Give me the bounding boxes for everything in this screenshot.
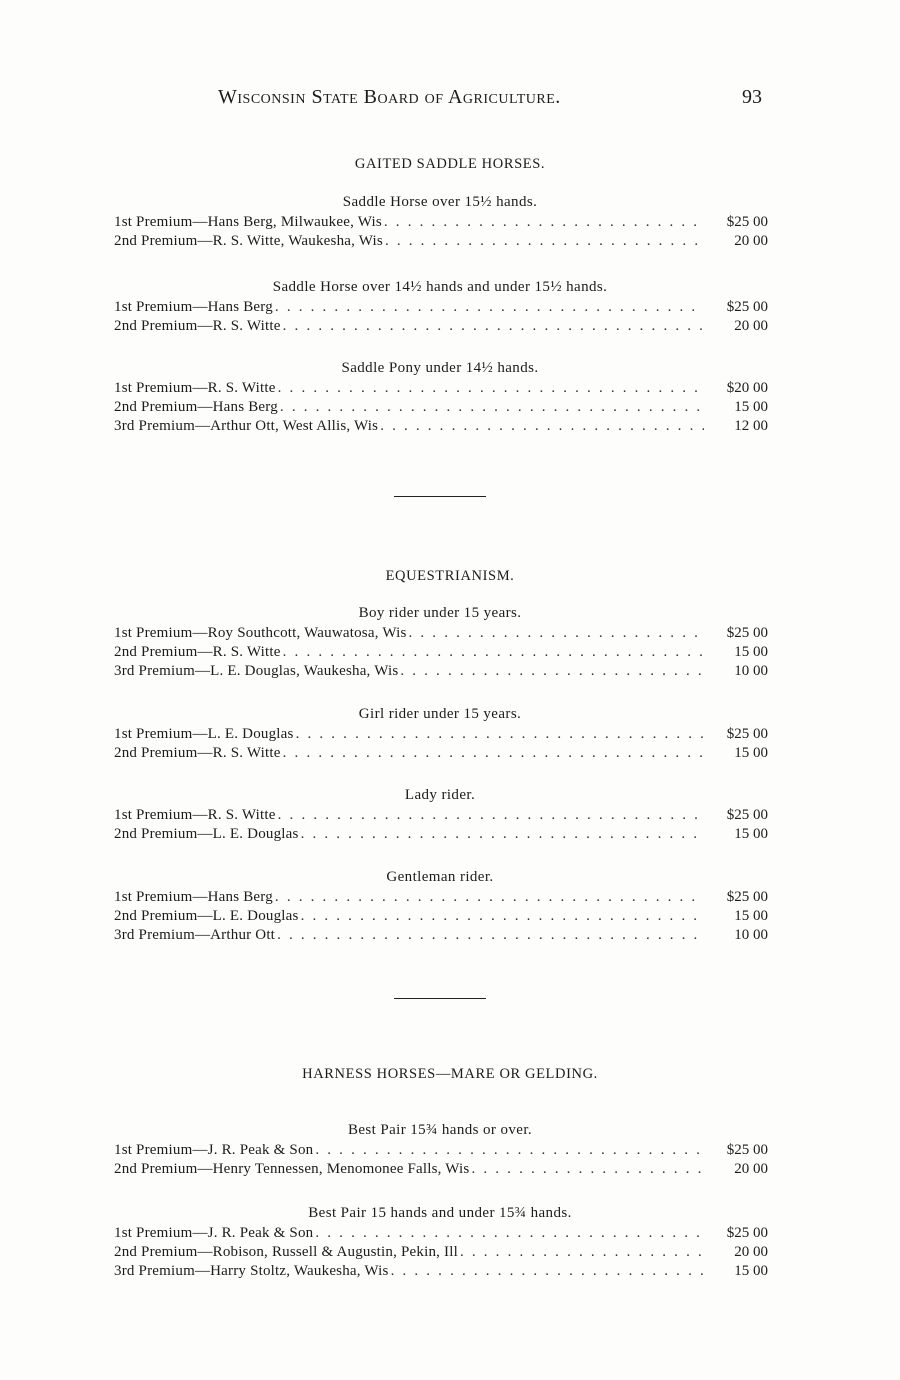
award-text: 3rd Premium—L. E. Douglas, Waukesha, Wis (114, 663, 399, 679)
premium-entry (114, 1263, 768, 1283)
premium-entry (114, 418, 768, 438)
award-text: 1st Premium—Hans Berg (114, 299, 273, 315)
award-text: 3rd Premium—Arthur Ott, West Allis, Wis (114, 418, 379, 434)
award-text: 1st Premium—R. S. Witte (114, 807, 276, 823)
award-text: 2nd Premium—L. E. Douglas (114, 826, 299, 842)
award-amount: $20 00 (726, 380, 768, 396)
premium-entry (114, 726, 768, 746)
premium-entry (114, 745, 768, 765)
award-text: 2nd Premium—L. E. Douglas (114, 908, 299, 924)
running-header: Wisconsin State Board of Agriculture. (218, 86, 561, 108)
premium-entry (114, 927, 768, 947)
class-title: Lady rider. (404, 787, 476, 803)
premium-entry (114, 826, 768, 846)
award-text: 2nd Premium—R. S. Witte (114, 318, 281, 334)
award-amount: $25 00 (726, 625, 768, 641)
award-amount: $25 00 (726, 1142, 768, 1158)
premium-entry (114, 1225, 768, 1245)
class-title: Saddle Horse over 15½ hands. (342, 194, 538, 210)
award-amount: $25 00 (726, 726, 768, 742)
award-amount: 10 00 (734, 663, 768, 679)
award-amount: 20 00 (734, 233, 768, 249)
award-amount: $25 00 (726, 214, 768, 230)
award-text: 2nd Premium—R. S. Witte (114, 745, 281, 761)
premium-entry (114, 1244, 768, 1264)
class-title: Best Pair 15¾ hands or over. (347, 1122, 533, 1138)
premium-entry (114, 1142, 768, 1162)
page-number: 93 (742, 86, 762, 108)
award-amount: 15 00 (734, 826, 768, 842)
premium-entry (114, 214, 768, 234)
class-title: Girl rider under 15 years. (358, 706, 522, 722)
award-text: 2nd Premium—Robison, Russell & Augustin, Pekin, Ill (114, 1244, 458, 1260)
award-text: 1st Premium—Hans Berg (114, 889, 273, 905)
premium-entry (114, 233, 768, 253)
award-amount: $25 00 (726, 889, 768, 905)
award-text: 1st Premium—L. E. Douglas (114, 726, 294, 742)
section-divider (394, 496, 486, 497)
section-title: EQUESTRIANISM. (385, 568, 515, 584)
award-amount: 20 00 (734, 318, 768, 334)
award-text: 3rd Premium—Harry Stoltz, Waukesha, Wis (114, 1263, 389, 1279)
premium-entry (114, 807, 768, 827)
award-amount: 15 00 (734, 908, 768, 924)
section-divider (394, 998, 486, 999)
premium-entry (114, 399, 768, 419)
award-amount: 12 00 (734, 418, 768, 434)
award-text: 1st Premium—J. R. Peak & Son (114, 1225, 314, 1241)
award-text: 2nd Premium—Henry Tennessen, Menomonee Falls, Wis (114, 1161, 470, 1177)
class-title: Gentleman rider. (386, 869, 494, 885)
premium-entry (114, 889, 768, 909)
premium-entry (114, 318, 768, 338)
premium-entry (114, 644, 768, 664)
class-title: Boy rider under 15 years. (358, 605, 522, 621)
class-title: Best Pair 15 hands and under 15¾ hands. (308, 1205, 572, 1221)
award-amount: 20 00 (734, 1244, 768, 1260)
award-text: 1st Premium—R. S. Witte (114, 380, 276, 396)
award-amount: 15 00 (734, 644, 768, 660)
award-text: 3rd Premium—Arthur Ott (114, 927, 276, 943)
award-amount: 15 00 (734, 1263, 768, 1279)
premium-entry (114, 299, 768, 319)
section-title: GAITED SADDLE HORSES. (354, 156, 546, 172)
award-text: 1st Premium—Roy Southcott, Wauwatosa, Wis (114, 625, 407, 641)
class-title: Saddle Horse over 14½ hands and under 15½ hands. (272, 279, 608, 295)
award-amount: 15 00 (734, 745, 768, 761)
award-amount: $25 00 (726, 1225, 768, 1241)
class-title: Saddle Pony under 14½ hands. (341, 360, 539, 376)
premium-entry (114, 625, 768, 645)
premium-entry (114, 663, 768, 683)
award-amount: 10 00 (734, 927, 768, 943)
section-title: HARNESS HORSES—MARE OR GELDING. (302, 1066, 598, 1082)
award-amount: $25 00 (726, 807, 768, 823)
award-amount: 15 00 (734, 399, 768, 415)
premium-entry (114, 1161, 768, 1181)
premium-entry (114, 380, 768, 400)
award-amount: $25 00 (726, 299, 768, 315)
award-amount: 20 00 (734, 1161, 768, 1177)
award-text: 1st Premium—Hans Berg, Milwaukee, Wis (114, 214, 382, 230)
award-text: 1st Premium—J. R. Peak & Son (114, 1142, 314, 1158)
premium-entry (114, 908, 768, 928)
award-text: 2nd Premium—Hans Berg (114, 399, 278, 415)
award-text: 2nd Premium—R. S. Witte (114, 644, 281, 660)
award-text: 2nd Premium—R. S. Witte, Waukesha, Wis (114, 233, 383, 249)
